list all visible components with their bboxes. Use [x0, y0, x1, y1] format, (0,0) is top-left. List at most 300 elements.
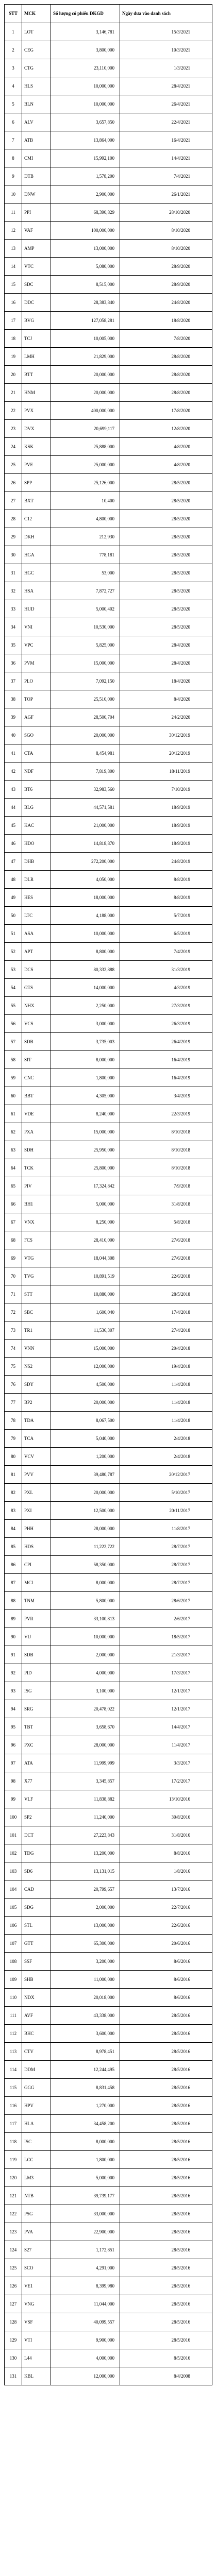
- table-row: [5, 2061, 212, 2079]
- row-share-count: 8,067,500: [51, 1412, 120, 1430]
- row-stt: 121: [5, 2187, 22, 2205]
- row-share-count: 58,350,000: [51, 1556, 120, 1574]
- row-stt: 13: [5, 240, 22, 258]
- table-row: [5, 1123, 212, 1141]
- row-mck: CTG: [22, 59, 51, 77]
- row-mck: SD6: [22, 1862, 51, 1880]
- table-row: [5, 2151, 212, 2169]
- row-share-count: 12,500,000: [51, 1502, 120, 1520]
- row-mck: PVX: [22, 402, 51, 420]
- table-row: [5, 889, 212, 907]
- row-listing-date: 28/5/2018: [120, 1285, 212, 1303]
- table-row: [5, 1556, 212, 1574]
- table-row: [5, 474, 212, 492]
- row-stt: 97: [5, 1754, 22, 1772]
- header-mck: MCK: [22, 5, 51, 23]
- row-mck: CEG: [22, 41, 51, 59]
- table-row: [5, 744, 212, 762]
- table-row: [5, 149, 212, 167]
- row-share-count: 8,250,000: [51, 1213, 120, 1231]
- row-listing-date: 8/6/2016: [120, 1971, 212, 1989]
- row-listing-date: 28/5/2020: [120, 474, 212, 492]
- table-row: [5, 2079, 212, 2097]
- row-mck: HNM: [22, 384, 51, 402]
- table-row: [5, 600, 212, 618]
- table-row: [5, 817, 212, 835]
- table-row: [5, 1340, 212, 1358]
- row-mck: CPI: [22, 1556, 51, 1574]
- table-row: [5, 564, 212, 582]
- row-mck: TCJ: [22, 330, 51, 348]
- table-row: [5, 1700, 212, 1718]
- row-share-count: 4,291,000: [51, 2259, 120, 2277]
- row-stt: 83: [5, 1502, 22, 1520]
- row-mck: BT6: [22, 781, 51, 799]
- row-listing-date: 11/4/2018: [120, 1394, 212, 1412]
- row-listing-date: 28/5/2020: [120, 618, 212, 636]
- row-mck: PID: [22, 1664, 51, 1682]
- table-row: [5, 2025, 212, 2043]
- row-stt: 20: [5, 366, 22, 384]
- table-row: [5, 2043, 212, 2061]
- table-row: [5, 1682, 212, 1700]
- row-mck: SDC: [22, 276, 51, 294]
- row-share-count: 2,000,000: [51, 1646, 120, 1664]
- row-stt: 33: [5, 600, 22, 618]
- table-row: [5, 2259, 212, 2277]
- row-stt: 106: [5, 1917, 22, 1935]
- row-mck: VDE: [22, 1105, 51, 1123]
- row-listing-date: 28/5/2020: [120, 492, 212, 510]
- row-stt: 114: [5, 2061, 22, 2079]
- row-share-count: 8,000,000: [51, 1051, 120, 1069]
- row-mck: NDX: [22, 1989, 51, 2007]
- row-listing-date: 27/6/2018: [120, 1249, 212, 1267]
- row-stt: 92: [5, 1664, 22, 1682]
- row-mck: DLR: [22, 871, 51, 889]
- row-stt: 54: [5, 979, 22, 997]
- row-listing-date: 12/1/2017: [120, 1682, 212, 1700]
- row-mck: PSG: [22, 2205, 51, 2223]
- row-mck: PLO: [22, 672, 51, 690]
- row-share-count: 8,800,000: [51, 943, 120, 961]
- row-listing-date: 18/9/2019: [120, 835, 212, 853]
- table-row: [5, 961, 212, 979]
- table-row: [5, 1736, 212, 1754]
- row-mck: SCO: [22, 2259, 51, 2277]
- row-listing-date: 28/5/2020: [120, 546, 212, 564]
- row-listing-date: 11/4/2017: [120, 1736, 212, 1754]
- row-mck: VLF: [22, 1790, 51, 1808]
- row-listing-date: 28/5/2016: [120, 2079, 212, 2097]
- table-row: [5, 1430, 212, 1448]
- row-share-count: 13,864,000: [51, 131, 120, 149]
- row-listing-date: 28/5/2016: [120, 2133, 212, 2151]
- table-row: [5, 1808, 212, 1826]
- row-listing-date: 13/7/2016: [120, 1880, 212, 1899]
- row-share-count: 11,240,000: [51, 1808, 120, 1826]
- row-mck: PPI: [22, 204, 51, 222]
- table-row: [5, 1610, 212, 1628]
- row-listing-date: 28/5/2016: [120, 2205, 212, 2223]
- row-listing-date: 28/5/2016: [120, 2169, 212, 2187]
- row-share-count: 1,800,000: [51, 1069, 120, 1087]
- table-row: [5, 167, 212, 185]
- row-mck: VTG: [22, 1249, 51, 1267]
- row-share-count: 39,480,787: [51, 1466, 120, 1484]
- row-mck: PVM: [22, 654, 51, 672]
- table-row: [5, 708, 212, 726]
- row-listing-date: 8/8/2016: [120, 1844, 212, 1862]
- row-share-count: 4,800,000: [51, 510, 120, 528]
- row-stt: 15: [5, 276, 22, 294]
- table-row: [5, 1718, 212, 1736]
- table-row: [5, 95, 212, 113]
- row-share-count: 10,000,000: [51, 925, 120, 943]
- row-mck: GGG: [22, 2079, 51, 2097]
- row-listing-date: 14/4/2017: [120, 1718, 212, 1736]
- row-share-count: 8,000,000: [51, 1574, 120, 1592]
- row-share-count: 7,819,800: [51, 762, 120, 781]
- row-mck: SDB: [22, 1646, 51, 1664]
- row-listing-date: 4/8/2020: [120, 438, 212, 456]
- table-row: [5, 1466, 212, 1484]
- row-share-count: 18,044,308: [51, 1249, 120, 1267]
- row-listing-date: 28/5/2020: [120, 582, 212, 600]
- row-listing-date: 22/4/2021: [120, 113, 212, 131]
- row-stt: 25: [5, 456, 22, 474]
- row-mck: FCS: [22, 1231, 51, 1249]
- row-share-count: 14,818,870: [51, 835, 120, 853]
- row-listing-date: 22/6/2016: [120, 1917, 212, 1935]
- row-stt: 69: [5, 1249, 22, 1267]
- row-stt: 105: [5, 1899, 22, 1917]
- table-row: [5, 1321, 212, 1340]
- row-listing-date: 27/3/2019: [120, 997, 212, 1015]
- row-stt: 34: [5, 618, 22, 636]
- table-row: [5, 1520, 212, 1538]
- row-mck: LOT: [22, 23, 51, 41]
- row-share-count: 8,831,458: [51, 2079, 120, 2097]
- row-mck: APT: [22, 943, 51, 961]
- row-share-count: 20,478,022: [51, 1700, 120, 1718]
- row-listing-date: 13/10/2016: [120, 1790, 212, 1808]
- table-row: [5, 1971, 212, 1989]
- table-row: [5, 1285, 212, 1303]
- row-stt: 77: [5, 1394, 22, 1412]
- table-row: [5, 1862, 212, 1880]
- row-mck: MCI: [22, 1574, 51, 1592]
- row-stt: 39: [5, 708, 22, 726]
- table-row: [5, 1953, 212, 1971]
- row-share-count: 53,000: [51, 564, 120, 582]
- row-listing-date: 11/8/2017: [120, 1520, 212, 1538]
- row-stt: 130: [5, 2349, 22, 2367]
- row-mck: CMI: [22, 149, 51, 167]
- row-share-count: 10,005,000: [51, 330, 120, 348]
- row-stt: 125: [5, 2259, 22, 2277]
- table-row: [5, 1935, 212, 1953]
- row-stt: 6: [5, 113, 22, 131]
- row-mck: DVX: [22, 420, 51, 438]
- row-stt: 45: [5, 817, 22, 835]
- table-row: [5, 492, 212, 510]
- row-stt: 19: [5, 348, 22, 366]
- row-share-count: 3,735,003: [51, 1033, 120, 1051]
- row-listing-date: 18/4/2020: [120, 672, 212, 690]
- row-share-count: 33,100,813: [51, 1610, 120, 1628]
- row-share-count: 28,000,000: [51, 1736, 120, 1754]
- row-listing-date: 28/5/2016: [120, 2115, 212, 2133]
- row-listing-date: 8/8/2019: [120, 871, 212, 889]
- row-mck: VNX: [22, 1213, 51, 1231]
- row-stt: 88: [5, 1592, 22, 1610]
- row-share-count: 11,222,722: [51, 1538, 120, 1556]
- row-mck: DDC: [22, 294, 51, 312]
- row-share-count: 33,000,000: [51, 2205, 120, 2223]
- row-share-count: 21,000,000: [51, 817, 120, 835]
- row-listing-date: 18/8/2020: [120, 312, 212, 330]
- row-share-count: 15,000,000: [51, 1340, 120, 1358]
- row-listing-date: 21/3/2017: [120, 1646, 212, 1664]
- row-stt: 74: [5, 1340, 22, 1358]
- row-mck: BVG: [22, 312, 51, 330]
- row-mck: HGC: [22, 564, 51, 582]
- row-stt: 65: [5, 1177, 22, 1195]
- row-mck: ATA: [22, 1754, 51, 1772]
- row-share-count: 13,000,000: [51, 1917, 120, 1935]
- row-mck: ISG: [22, 1682, 51, 1700]
- row-stt: 76: [5, 1376, 22, 1394]
- table-row: [5, 41, 212, 59]
- row-listing-date: 8/10/2020: [120, 222, 212, 240]
- table-row: [5, 943, 212, 961]
- table-row: [5, 618, 212, 636]
- table-row: [5, 312, 212, 330]
- row-listing-date: 28/7/2017: [120, 1574, 212, 1592]
- row-stt: 44: [5, 799, 22, 817]
- row-listing-date: 28/6/2017: [120, 1592, 212, 1610]
- table-row: [5, 1844, 212, 1862]
- table-row: [5, 294, 212, 312]
- row-stt: 42: [5, 762, 22, 781]
- row-listing-date: 18/11/2019: [120, 762, 212, 781]
- table-row: [5, 546, 212, 564]
- row-mck: ASA: [22, 925, 51, 943]
- row-mck: VNN: [22, 1340, 51, 1358]
- row-listing-date: 5/8/2018: [120, 1213, 212, 1231]
- row-stt: 75: [5, 1358, 22, 1376]
- table-row: [5, 131, 212, 149]
- table-row: [5, 1754, 212, 1772]
- row-share-count: 7,872,727: [51, 582, 120, 600]
- row-stt: 2: [5, 41, 22, 59]
- row-listing-date: 30/12/2019: [120, 726, 212, 744]
- row-share-count: 9,900,000: [51, 2331, 120, 2349]
- row-stt: 120: [5, 2169, 22, 2187]
- row-listing-date: 27/6/2018: [120, 1231, 212, 1249]
- row-stt: 12: [5, 222, 22, 240]
- row-stt: 3: [5, 59, 22, 77]
- table-row: [5, 2331, 212, 2349]
- row-listing-date: 17/3/2017: [120, 1664, 212, 1682]
- row-listing-date: 31/8/2016: [120, 1826, 212, 1844]
- row-mck: SP2: [22, 1808, 51, 1826]
- row-mck: TCK: [22, 1159, 51, 1177]
- row-stt: 123: [5, 2223, 22, 2241]
- row-mck: NHX: [22, 997, 51, 1015]
- row-share-count: 212,930: [51, 528, 120, 546]
- row-share-count: 18,000,000: [51, 889, 120, 907]
- table-row: [5, 1394, 212, 1412]
- row-stt: 107: [5, 1935, 22, 1953]
- row-listing-date: 28/9/2020: [120, 258, 212, 276]
- table-row: [5, 113, 212, 131]
- row-stt: 29: [5, 528, 22, 546]
- row-listing-date: 31/8/2018: [120, 1195, 212, 1213]
- row-share-count: 3,345,857: [51, 1772, 120, 1790]
- row-share-count: 778,181: [51, 546, 120, 564]
- row-listing-date: 17/2/2017: [120, 1772, 212, 1790]
- row-listing-date: 24/2/2020: [120, 708, 212, 726]
- table-row: [5, 2367, 212, 2385]
- row-mck: SIT: [22, 1051, 51, 1069]
- table-row: [5, 690, 212, 708]
- table-row: [5, 258, 212, 276]
- row-share-count: 8,515,000: [51, 276, 120, 294]
- row-share-count: 14,000,000: [51, 979, 120, 997]
- table-row: [5, 1069, 212, 1087]
- row-stt: 91: [5, 1646, 22, 1664]
- row-share-count: 20,000,000: [51, 1394, 120, 1412]
- row-mck: HLA: [22, 2115, 51, 2133]
- table-row: [5, 348, 212, 366]
- row-stt: 32: [5, 582, 22, 600]
- row-mck: SGO: [22, 726, 51, 744]
- row-listing-date: 2/6/2017: [120, 1610, 212, 1628]
- row-stt: 78: [5, 1412, 22, 1430]
- row-share-count: 5,040,000: [51, 1430, 120, 1448]
- row-stt: 50: [5, 907, 22, 925]
- row-stt: 96: [5, 1736, 22, 1754]
- row-share-count: 20,018,000: [51, 1989, 120, 2007]
- row-listing-date: 28/5/2016: [120, 2331, 212, 2349]
- row-share-count: 40,099,557: [51, 2313, 120, 2331]
- row-listing-date: 6/5/2019: [120, 925, 212, 943]
- table-row: [5, 853, 212, 871]
- table-row: [5, 636, 212, 654]
- table-row: [5, 2349, 212, 2367]
- row-listing-date: 12/8/2020: [120, 420, 212, 438]
- row-share-count: 28,383,840: [51, 294, 120, 312]
- table-row: [5, 871, 212, 889]
- row-stt: 9: [5, 167, 22, 185]
- table-row: [5, 997, 212, 1015]
- table-row: [5, 1051, 212, 1069]
- row-listing-date: 26/3/2019: [120, 1015, 212, 1033]
- row-stt: 1: [5, 23, 22, 41]
- row-mck: PXI: [22, 1502, 51, 1520]
- row-mck: SHB: [22, 1971, 51, 1989]
- row-share-count: 80,332,888: [51, 961, 120, 979]
- row-listing-date: 11/4/2018: [120, 1376, 212, 1394]
- row-mck: TOP: [22, 690, 51, 708]
- row-listing-date: 28/9/2020: [120, 276, 212, 294]
- row-stt: 113: [5, 2043, 22, 2061]
- row-stt: 17: [5, 312, 22, 330]
- row-listing-date: 18/9/2019: [120, 817, 212, 835]
- table-row: [5, 330, 212, 348]
- row-stt: 93: [5, 1682, 22, 1700]
- row-listing-date: 16/4/2021: [120, 131, 212, 149]
- row-listing-date: 26/4/2021: [120, 95, 212, 113]
- row-mck: PXC: [22, 1736, 51, 1754]
- row-mck: DNW: [22, 185, 51, 204]
- row-mck: SDG: [22, 1899, 51, 1917]
- row-share-count: 10,000,000: [51, 1628, 120, 1646]
- table-row: [5, 438, 212, 456]
- row-listing-date: 28/5/2020: [120, 564, 212, 582]
- table-row: [5, 799, 212, 817]
- row-mck: L44: [22, 2349, 51, 2367]
- row-mck: ISC: [22, 2133, 51, 2151]
- row-stt: 95: [5, 1718, 22, 1736]
- row-listing-date: 22/6/2018: [120, 1267, 212, 1285]
- row-mck: LCC: [22, 2151, 51, 2169]
- row-mck: GTS: [22, 979, 51, 997]
- row-share-count: 39,739,177: [51, 2187, 120, 2205]
- row-stt: 68: [5, 1231, 22, 1249]
- table-row: [5, 384, 212, 402]
- row-share-count: 20,000,000: [51, 1484, 120, 1502]
- row-mck: BH1: [22, 1195, 51, 1213]
- table-row: [5, 2205, 212, 2223]
- table-row: [5, 907, 212, 925]
- table-body: [5, 23, 212, 2385]
- row-listing-date: 18/9/2019: [120, 799, 212, 817]
- table-row: [5, 23, 212, 41]
- row-stt: 57: [5, 1033, 22, 1051]
- row-mck: STL: [22, 1917, 51, 1935]
- row-mck: PHH: [22, 1520, 51, 1538]
- row-share-count: 11,999,999: [51, 1754, 120, 1772]
- row-share-count: 25,126,000: [51, 474, 120, 492]
- row-share-count: 13,131,015: [51, 1862, 120, 1880]
- row-stt: 101: [5, 1826, 22, 1844]
- row-share-count: 3,657,850: [51, 113, 120, 131]
- row-mck: BTT: [22, 366, 51, 384]
- row-listing-date: 7/8/2020: [120, 330, 212, 348]
- row-share-count: 3,658,670: [51, 1718, 120, 1736]
- row-stt: 82: [5, 1484, 22, 1502]
- row-listing-date: 8/10/2018: [120, 1141, 212, 1159]
- row-stt: 129: [5, 2331, 22, 2349]
- table-header-row: [5, 5, 212, 23]
- row-stt: 80: [5, 1448, 22, 1466]
- row-share-count: 1,200,000: [51, 1448, 120, 1466]
- row-mck: KSK: [22, 438, 51, 456]
- row-stt: 11: [5, 204, 22, 222]
- row-listing-date: 28/7/2017: [120, 1538, 212, 1556]
- row-share-count: 13,000,000: [51, 240, 120, 258]
- row-listing-date: 17/4/2018: [120, 1303, 212, 1321]
- table-row: [5, 1592, 212, 1610]
- row-stt: 128: [5, 2313, 22, 2331]
- row-stt: 18: [5, 330, 22, 348]
- row-stt: 56: [5, 1015, 22, 1033]
- row-mck: PVA: [22, 2223, 51, 2241]
- row-share-count: 25,950,000: [51, 1141, 120, 1159]
